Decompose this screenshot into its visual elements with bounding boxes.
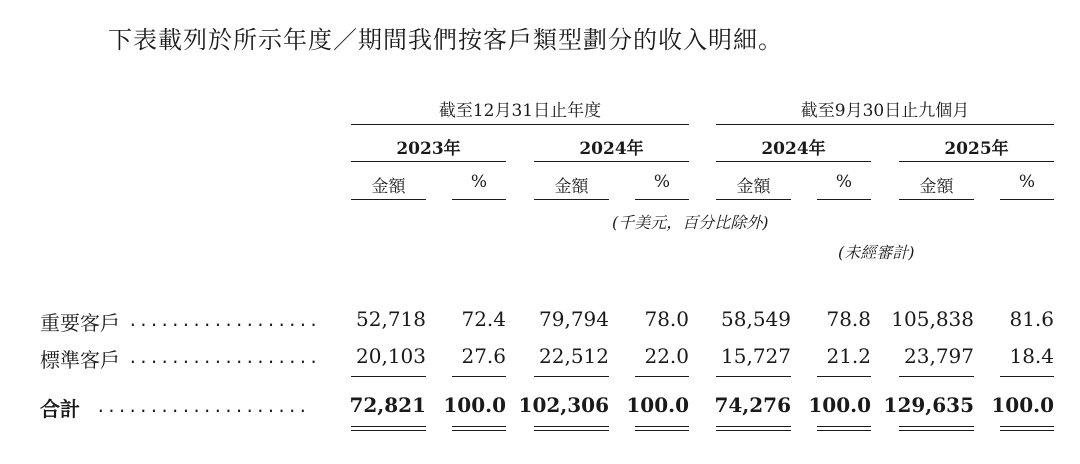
cell-amount: 58,549 (721, 307, 791, 331)
subtotal-rule (452, 376, 506, 377)
year-rule-1 (351, 161, 506, 162)
col-rule (817, 199, 871, 200)
total-label: 合計 (40, 397, 80, 421)
cell-amount: 20,103 (356, 344, 426, 368)
total-double-rule (635, 426, 689, 431)
subtotal-rule (817, 376, 871, 377)
period-header-full-year: 截至12月31日止年度 (438, 101, 602, 121)
total-double-rule (534, 426, 609, 431)
col-header-amount: 金額 (371, 177, 406, 197)
year-rule-2 (534, 161, 689, 162)
cell-amount: 52,718 (356, 307, 426, 331)
subtotal-rule (899, 376, 974, 377)
cell-pct: 78.0 (644, 307, 689, 331)
year-header-2025: 2025年 (944, 139, 1009, 159)
col-rule (899, 199, 974, 200)
total-amount: 72,821 (349, 393, 426, 417)
cell-pct: 72.4 (461, 307, 506, 331)
total-double-rule (716, 426, 791, 431)
total-pct: 100.0 (991, 393, 1054, 417)
col-header-pct: % (470, 172, 488, 192)
row-label: 重要客戶 (40, 311, 120, 335)
year-header-2024-fy: 2024年 (579, 139, 644, 159)
total-amount: 74,276 (714, 393, 791, 417)
col-rule (351, 199, 426, 200)
total-double-rule (351, 426, 426, 431)
leader-dots: .................. (128, 348, 320, 367)
year-rule-4 (899, 161, 1054, 162)
total-double-rule (817, 426, 871, 431)
subtotal-rule (1000, 376, 1054, 377)
total-double-rule (452, 426, 506, 431)
cell-amount: 15,727 (721, 344, 791, 368)
cell-pct: 27.6 (461, 344, 506, 368)
group-rule-2 (716, 124, 1054, 125)
cell-amount: 79,794 (539, 307, 609, 331)
cell-pct: 18.4 (1009, 344, 1054, 368)
leader-dots: .................. (128, 311, 320, 330)
group-rule-1 (351, 124, 689, 125)
total-double-rule (1000, 426, 1054, 431)
col-header-pct: % (1018, 172, 1036, 192)
col-header-pct: % (653, 172, 671, 192)
total-amount: 102,306 (518, 393, 609, 417)
total-pct: 100.0 (443, 393, 506, 417)
row-label: 標準客戶 (40, 348, 120, 372)
leader-dots: .................... (96, 397, 309, 416)
intro-text: 下表載列於所示年度／期間我們按客戶類型劃分的收入明細。 (108, 26, 783, 54)
subtotal-rule (716, 376, 791, 377)
total-pct: 100.0 (626, 393, 689, 417)
col-header-amount: 金額 (919, 177, 954, 197)
total-double-rule (899, 426, 974, 431)
col-header-pct: % (835, 172, 853, 192)
subtotal-rule (351, 376, 426, 377)
col-rule (635, 199, 689, 200)
cell-pct: 78.8 (826, 307, 871, 331)
total-amount: 129,635 (883, 393, 974, 417)
col-rule (452, 199, 506, 200)
subtotal-rule (534, 376, 609, 377)
unit-note: (千美元，百分比除外) (612, 213, 769, 232)
unaudited-note: (未經審計) (838, 243, 915, 262)
col-rule (534, 199, 609, 200)
cell-amount: 105,838 (891, 307, 974, 331)
subtotal-rule (635, 376, 689, 377)
col-rule (716, 199, 791, 200)
cell-pct: 22.0 (644, 344, 689, 368)
cell-pct: 21.2 (826, 344, 871, 368)
year-header-2024-9m: 2024年 (761, 139, 826, 159)
year-header-2023: 2023年 (396, 139, 461, 159)
col-header-amount: 金額 (554, 177, 589, 197)
year-rule-3 (716, 161, 871, 162)
cell-amount: 23,797 (904, 344, 974, 368)
cell-amount: 22,512 (539, 344, 609, 368)
total-pct: 100.0 (808, 393, 871, 417)
col-header-amount: 金額 (736, 177, 771, 197)
period-header-nine-months: 截至9月30日止九個月 (800, 101, 970, 121)
cell-pct: 81.6 (1009, 307, 1054, 331)
col-rule (1000, 199, 1054, 200)
